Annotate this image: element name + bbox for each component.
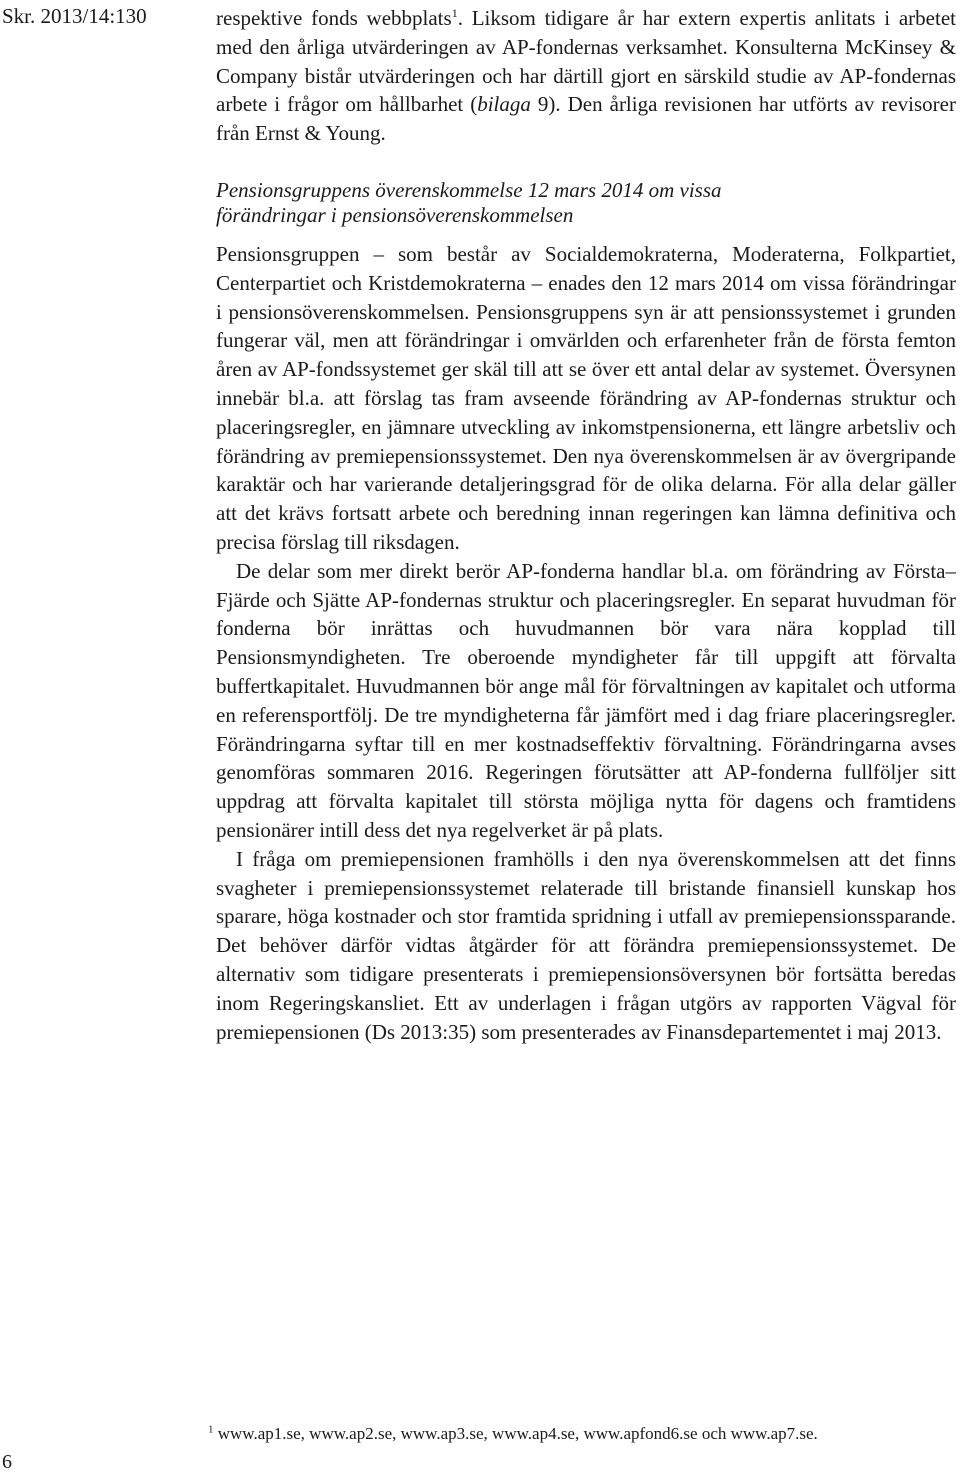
paragraph-2: De delar som mer direkt berör AP-fonderna handlar bl.a. om förändring av Första–Fjärde och Sjätte AP-fondernas struktur och placeringsregler. En separat huvudman för fonderna bör inrättas och huvudmannen bör vara nära kopplad till Pensionsmyndigheten. Tre oberoende myndigheter får till uppgift att förvalta buffertkapitalet. Huvudmannen bör ange mål för förvaltningen av kapitalet och utforma en referensportfölj. De tre myndigheterna får jämfört med i dag friare placeringsregler. Förändringarna syftar till en mer kostnadseffektiv förvaltning. Förändringarna avses genomföras sommaren 2016. Regeringen förutsätter att AP-fonderna fullföljer sitt uppdrag att förvalta kapitalet till största möjliga nytta för dagens och framtidens pensionärer intill dess det nya regelverket är på plats. bbox=[216, 558, 956, 842]
footnote-mark: 1 bbox=[208, 1423, 214, 1436]
intro-text-2: . Liksom tidigare år har extern expertis anlitats i arbetet med den årliga utvärderingen av AP-fondernas verksamhet. Konsulterna McKinsey & Company bistår utvärderingen och har därtill gjort en särskild studie av AP-fondernas arbete i frågor om hållbarhet ( bbox=[216, 6, 956, 117]
intro-bilaga: bilaga bbox=[477, 92, 531, 117]
footnote bbox=[208, 1424, 818, 1444]
footnote-reference: 1 bbox=[451, 6, 458, 20]
intro-paragraph bbox=[216, 4, 956, 148]
body-column bbox=[216, 0, 956, 1046]
intro-text-3: 9). Den årliga revisionen har utförts av revisorer från Ernst & Young. bbox=[216, 92, 956, 146]
section-heading bbox=[216, 178, 956, 228]
footnote-text: www.ap1.se, www.ap2.se, www.ap3.se, www.ap4.se, www.apfond6.se och www.ap7.se. bbox=[213, 1424, 818, 1443]
intro-text-1: respektive fonds webbplats bbox=[216, 6, 452, 30]
document-reference: Skr. 2013/14:130 bbox=[2, 4, 147, 28]
paragraph-3: I fråga om premiepensionen framhölls i den nya överenskommelsen att det finns svagheter i premiepensionssystemet relaterade till bristande finansiell kunskap hos sparare, höga kostnader och stor framtida spridning i utfall av premiepensionssparande. Det behöver därför vidtas åtgärder för att förändra premiepensionssystemet. De alternativ som tidigare presenterats i premiepensionsöversynen bör fortsätta beredas inom Regeringskansliet. Ett av underlagen i frågan utgörs av rapporten Vägval för premiepensionen (Ds 2013:35) som presenterades av Finansdepartementet i maj 2013. bbox=[216, 846, 956, 1044]
paragraph-1: Pensionsgruppen – som består av Socialdemokraterna, Moderaterna, Folkpartiet, Centerpartiet och Kristdemokraterna – enades den 12 mars 2014 om vissa förändringar i pensionsöverenskommelsen. Pensionsgruppens syn är att pensionssystemet i grunden fungerar väl, men att förändringar i omvärlden och erfarenheter från de första femton åren av AP-fondssystemet ger skäl till att se över ett antal delar av systemet. Översynen innebär bl.a. att förslag tas fram avseende förändring av AP-fondernas struktur och placeringsregler, en jämnare utveckling av inkomstpensionerna, ett längre arbetsliv och förändring av premiepensionssystemet. Den nya överenskommelsen är av övergripande karaktär och har varierande detaljeringsgrad för de olika delarna. För alla delar gäller att det krävs fortsatt arbete och beredning innan regeringen kan lämna definitiva och precisa förslag till riksdagen. bbox=[216, 241, 956, 554]
section-heading-line-1: Pensionsgruppens överenskommelse 12 mars 2014 om vissa bbox=[216, 177, 722, 202]
page-number: 6 bbox=[2, 1451, 12, 1473]
section-heading-line-2: förändringar i pensionsöverenskommelsen bbox=[216, 202, 574, 227]
